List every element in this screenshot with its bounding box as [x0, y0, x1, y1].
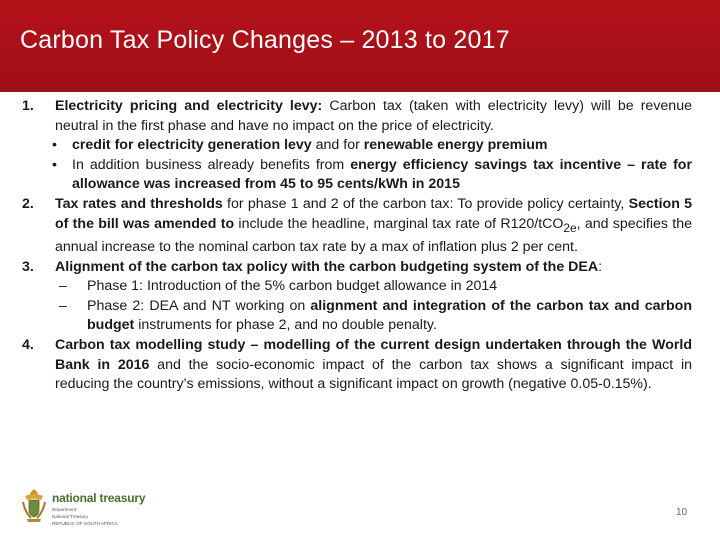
title-bar: [0, 0, 720, 92]
bullet-text: and for: [311, 137, 364, 154]
dash-bold: alignment and integration of the carbon tax and carbon budget: [87, 297, 692, 334]
bullet-bold: renewable energy premium: [363, 137, 548, 154]
logo-line: National Treasury: [52, 514, 89, 520]
list-item-3: [22, 258, 692, 278]
item-lead: Tax rates and thresholds: [55, 195, 223, 212]
bullet-mark: •: [52, 137, 57, 154]
logo-line: REPUBLIC OF SOUTH AFRICA: [52, 521, 118, 527]
bullet-mark: •: [52, 156, 57, 173]
item-number: 4.: [22, 336, 34, 353]
item-number: 2.: [22, 195, 34, 212]
bullet-bold: credit for electricity generation levy: [72, 137, 312, 154]
bullet-bold: energy efficiency savings tax incentive – rate for allowance was increased from 45 to 95 cents/kWh in 2015: [72, 156, 692, 193]
item-bold: Section 5 of the bill was amended to: [55, 195, 692, 232]
page-number: 10: [676, 507, 688, 518]
bullet-item: [22, 136, 692, 156]
item-text: and the socio-economic impact of the carbon tax shows a significant impact in reducing the country’s emissions, without a significant impact on growth (negative 0.05-0.15%).: [55, 356, 693, 393]
list-item-2: [22, 195, 692, 258]
list-item-4: [22, 336, 692, 395]
logo-name: national treasury: [52, 491, 146, 505]
dash-text: Phase 2: DEA and NT working on: [87, 297, 311, 314]
national-treasury-logo: [20, 488, 170, 528]
logo-text: [52, 491, 145, 527]
logo-line: Department:: [52, 507, 78, 512]
dash-text: Phase 1: Introduction of the 5% carbon budget allowance in 2014: [87, 278, 498, 295]
item-number: 1.: [22, 98, 34, 114]
bullet-text: In addition business already benefits from: [72, 156, 351, 173]
dash-item: [22, 277, 692, 297]
slide-title: Carbon Tax Policy Changes – 2013 to 2017: [20, 26, 510, 54]
bullet-item: [22, 156, 692, 195]
item-lead: Electricity pricing and electricity levy:: [55, 98, 323, 114]
item-text: include the headline, marginal tax rate of R120/tCO: [234, 215, 564, 232]
dash-text: instruments for phase 2, and no double penalty.: [134, 317, 437, 334]
item-lead: Carbon tax modelling study – modelling of the current design undertaken through the World Bank in 2016: [55, 336, 692, 373]
list-item-1: [22, 97, 692, 136]
slide-content: [22, 97, 692, 395]
item-number: 3.: [22, 258, 34, 275]
item-text: Carbon tax (taken with electricity levy) will be revenue neutral in the first phase and have no impact on the price of electricity.: [55, 98, 692, 134]
subscript: 2e: [563, 220, 577, 235]
item-text: , and specifies the annual increase to the nominal carbon tax rate by a max of inflation plus 2 per cent.: [55, 215, 693, 255]
item-text: :: [598, 258, 603, 275]
dash-mark: –: [59, 297, 67, 314]
item-lead: Alignment of the carbon tax policy with the carbon budgeting system of the DEA: [55, 258, 599, 275]
dash-mark: –: [59, 278, 67, 295]
item-text: for phase 1 and 2 of the carbon tax: To provide policy certainty,: [222, 195, 629, 212]
coat-of-arms-icon: [20, 488, 48, 524]
dash-item: [22, 297, 692, 336]
